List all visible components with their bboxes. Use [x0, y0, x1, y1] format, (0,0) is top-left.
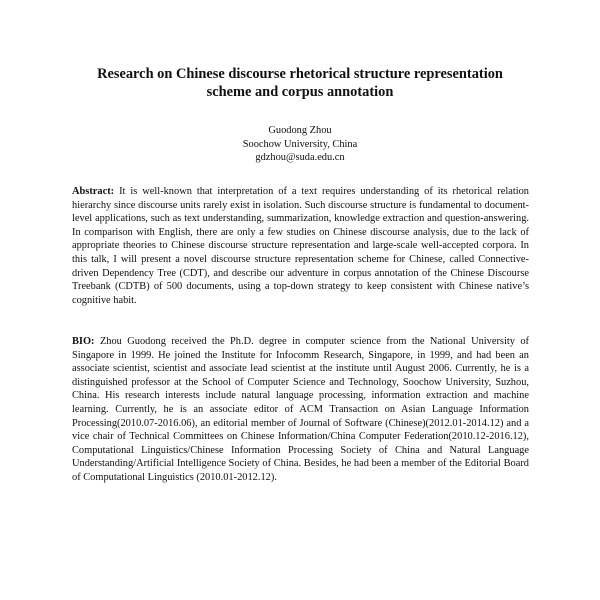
bio-label: BIO: — [72, 336, 95, 347]
paper-title — [60, 65, 540, 101]
abstract-label: Abstract: — [72, 186, 115, 197]
abstract-text: It is well-known that interpretation of a text requires understanding of its rhetorical relation hierarchy since discourse units rarely exist in isolation. Such discourse structure is fundamental to document-level applications, such as text understanding, summarization, knowledge extraction and question-answering. In comparison with English, there are only a few studies on Chinese discourse analysis, due to the lack of appropriate theories to Chinese discourse structure representation and large-scale well-accepted corpora. In this talk, I will present a novel discourse structure representation scheme for Chinese, called Connective-driven Dependency Tree (CDT), and describe our adventure in corpus annotation of the Chinese Discourse Treebank (CDTB) of 500 documents, using a top-down strategy to keep consistent with Chinese native’s cognitive habit. — [72, 186, 529, 306]
paper-title-line-2: scheme and corpus annotation — [206, 84, 394, 100]
author-affiliation: Soochow University, China — [242, 138, 358, 150]
bio-paragraph — [72, 335, 529, 485]
paper-title-line-1: Research on Chinese discourse rhetorical structure representation — [97, 66, 503, 82]
author-name: Guodong Zhou — [268, 125, 332, 136]
bio-text: Zhou Guodong received the Ph.D. degree in computer science from the National University of Singapore in 1999. He joined the Institute for Infocomm Research, Singapore, in 1999, and had been an associate scientist, scientist and associate lead scientist at the institute until August 2006. Currently, he is a distinguished professor at the School of Computer Science and Technology, Soochow University, Suzhou, China. His research interests include natural language processing, information extraction and machine learning. Currently, he is an associate editor of ACM Transaction on Asian Language Information Processing(2010.07-2016.06), an editorial member of Journal of Software (Chinese)(2012.01-2014.12) and a vice chair of Technical Committees on Chinese Information/China Computer Federation(2010.12-2016.12), Computational Linguistics/Chinese Information Processing Society of China and Natural Language Understanding/Artificial Intelligence Society of China. Besides, he had been a member of the Editorial Board of Computational Linguistics (2010.01-2012.12). — [72, 336, 529, 483]
abstract-paragraph — [72, 185, 529, 307]
author-block — [150, 124, 450, 165]
author-email: gdzhou@suda.edu.cn — [255, 152, 345, 164]
